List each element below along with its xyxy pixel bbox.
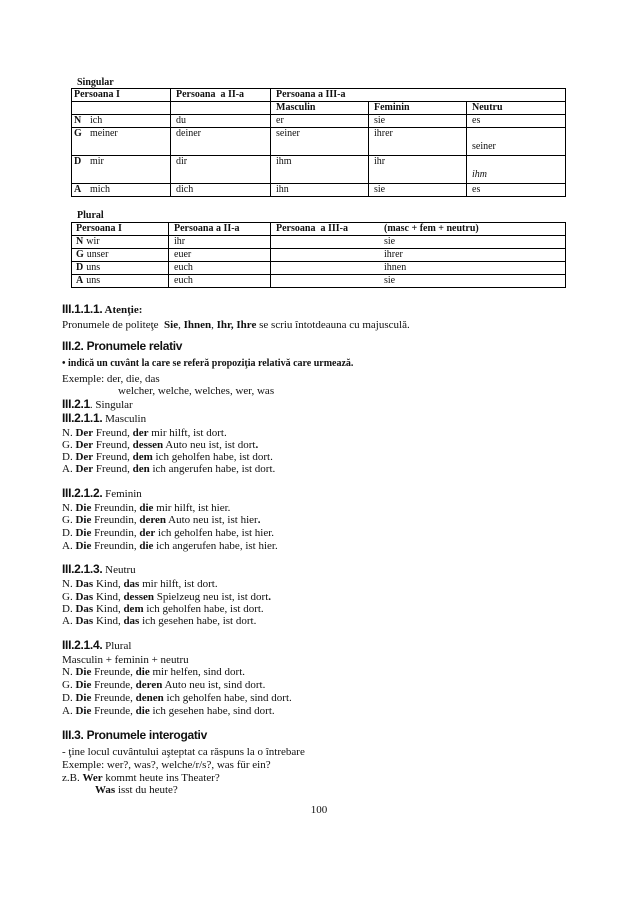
- clause: ich geholfen habe, ist dort: [152, 451, 271, 463]
- table-row: [72, 249, 566, 262]
- period: .: [260, 603, 264, 615]
- singular-heading: [62, 398, 133, 412]
- article: Die: [75, 679, 92, 691]
- relative-definition: • indică un cuvânt la care se referă propoziţia relativă care urmează.: [62, 358, 354, 369]
- pronoun: uns: [86, 262, 101, 273]
- period: .: [270, 451, 273, 463]
- cell-persoana-2: dich: [171, 184, 271, 197]
- table-row: [72, 115, 566, 128]
- noun: Kind,: [93, 615, 124, 627]
- period: .: [289, 692, 292, 704]
- case-label: G.: [62, 591, 76, 603]
- cell-persoana-3: [271, 262, 566, 275]
- pronoun: sie: [384, 236, 396, 247]
- feminin-genitive-line: [62, 514, 260, 527]
- cell-persoana-1: [72, 262, 169, 275]
- pronoun: wir: [86, 236, 100, 247]
- article: Der: [75, 463, 94, 475]
- header-persoana-3-label: Persoana a III-a: [276, 223, 348, 234]
- text: ,: [211, 319, 217, 331]
- case-label: G.: [62, 439, 76, 451]
- article: Die: [75, 527, 92, 539]
- relative-pronoun: den: [132, 463, 150, 475]
- cell-persoana-1: [72, 275, 169, 288]
- pronoun: meiner: [90, 128, 118, 139]
- period: .: [227, 502, 231, 514]
- header-persoana-3-note: (masc + fem + neutru): [384, 223, 479, 234]
- interrogative-examples: Exemple: wer?, was?, welche/r/s?, was für ein?: [62, 759, 271, 771]
- case-label: N: [76, 236, 84, 247]
- section-number: III.2.1.4.: [62, 638, 103, 652]
- article: Der: [75, 427, 94, 439]
- clause: Auto neu ist, ist hier: [166, 514, 258, 526]
- noun: Kind,: [93, 578, 124, 590]
- cell-feminin: ihrer: [369, 128, 467, 156]
- header-row: [72, 89, 566, 102]
- cell-persoana-3: [271, 275, 566, 288]
- period: .: [253, 615, 257, 627]
- case-label: A.: [62, 615, 76, 627]
- article: Das: [75, 591, 94, 603]
- article: Die: [75, 705, 92, 717]
- relative-pronoun: die: [139, 540, 154, 552]
- case-label: G: [74, 128, 82, 139]
- attention-text: [62, 319, 410, 332]
- cell-persoana-3: [271, 249, 566, 262]
- interrogative-heading: III.3. Pronumele interogativ: [62, 728, 207, 742]
- cell-masculin: ihm: [271, 156, 369, 184]
- case-label: D: [74, 156, 82, 167]
- cell-neutru: seiner: [467, 128, 566, 156]
- clause: ich geholfen habe, ist hier: [155, 527, 272, 539]
- neutru-heading: [62, 563, 136, 577]
- pronoun-bold: Ihnen: [183, 319, 212, 331]
- subheader-row: [72, 102, 566, 115]
- clause: Auto neu ist, ist dort: [163, 439, 256, 451]
- noun: Freunde,: [91, 679, 136, 691]
- masculin-accusative-line: [62, 463, 275, 476]
- cell-persoana-2: du: [171, 115, 271, 128]
- neutru-nominative-line: [62, 578, 218, 591]
- clause: mir hilft, ist hier: [153, 502, 228, 514]
- section-number: III.2.1.3.: [62, 562, 103, 576]
- cell-persoana-2: ihr: [169, 236, 271, 249]
- pronoun: ihrer: [384, 249, 403, 260]
- plural-heading: [62, 639, 131, 653]
- clause: ich gesehen habe, ist dort: [139, 615, 254, 627]
- relative-pronoun: dem: [123, 603, 144, 615]
- relative-pronoun: dem: [132, 451, 153, 463]
- relative-heading: III.2. Pronumele relativ: [62, 339, 183, 353]
- cell-feminin: ihr: [369, 156, 467, 184]
- case-label: A: [74, 184, 82, 195]
- clause: ich gesehen habe, sind dort: [149, 705, 272, 717]
- pronoun-bold: Sie: [164, 319, 179, 331]
- cell-persoana-2: deiner: [171, 128, 271, 156]
- cell-persoana-1: [72, 115, 171, 128]
- clause: Spielzeug neu ist, ist dort: [154, 591, 269, 603]
- cell-persoana-1: [72, 184, 171, 197]
- page-number: 100: [310, 804, 328, 816]
- period: .: [257, 514, 261, 526]
- header-persoana-1: Persoana I: [72, 223, 169, 236]
- cell-masculin: seiner: [271, 128, 369, 156]
- relative-examples: Exemple: der, die, das: [62, 373, 160, 385]
- cell-persoana-2: euch: [169, 262, 271, 275]
- case-label: N.: [62, 427, 76, 439]
- noun: Freund,: [93, 439, 133, 451]
- article: Die: [75, 514, 92, 526]
- section-title: Atenţie:: [102, 304, 143, 316]
- feminin-accusative-line: [62, 540, 278, 553]
- clause: ich angerufen habe, ist dort: [149, 463, 273, 475]
- case-label: A.: [62, 540, 76, 552]
- cell-feminin: sie: [369, 115, 467, 128]
- period: .: [272, 463, 276, 475]
- plural-note: Masculin + feminin + neutru: [62, 654, 189, 666]
- pronoun: ihnen: [384, 262, 407, 273]
- article: Der: [75, 451, 94, 463]
- section-title: Neutru: [102, 564, 136, 576]
- table-row: [72, 184, 566, 197]
- article: Die: [75, 666, 92, 678]
- header-persoana-1: Persoana I: [72, 89, 171, 102]
- case-label: N.: [62, 578, 76, 590]
- singular-pronoun-table: [71, 88, 566, 197]
- article: Das: [75, 603, 94, 615]
- article: Die: [75, 692, 92, 704]
- plural-table-caption: Plural: [77, 210, 104, 221]
- relative-pronoun: die: [139, 502, 154, 514]
- case-label: N: [74, 115, 82, 126]
- table-row: [72, 275, 566, 288]
- attention-heading: [62, 303, 142, 317]
- case-label: D.: [62, 527, 76, 539]
- section-number: III.2.1.1.: [62, 411, 103, 425]
- period: .: [242, 666, 246, 678]
- period: .: [255, 439, 259, 451]
- header-row: [72, 223, 566, 236]
- relative-examples-more: welcher, welche, welches, wer, was: [118, 385, 275, 397]
- interrogative-pronoun: Was: [95, 784, 116, 796]
- text: ,: [178, 319, 184, 331]
- article: Der: [75, 439, 94, 451]
- empty-cell: [72, 102, 171, 115]
- cell-masculin: ihn: [271, 184, 369, 197]
- relative-pronoun: deren: [135, 679, 163, 691]
- header-persoana-2: Persoana a II-a: [169, 223, 271, 236]
- table-row: [72, 236, 566, 249]
- cell-masculin: er: [271, 115, 369, 128]
- table-row: [72, 156, 566, 184]
- masculin-heading: [62, 412, 146, 426]
- clause: Auto neu ist, sind dort: [162, 679, 263, 691]
- case-label: D.: [62, 451, 76, 463]
- section-title: . Singular: [89, 399, 133, 411]
- plural-dative-line: [62, 692, 292, 705]
- clause: mir hilft, ist dort: [139, 578, 215, 590]
- header-masculin: Masculin: [271, 102, 369, 115]
- section-number: III.1.1.1.: [62, 302, 103, 316]
- noun: Freundin,: [91, 527, 140, 539]
- case-label: G.: [62, 514, 76, 526]
- feminin-heading: [62, 487, 142, 501]
- pronoun: ich: [90, 115, 103, 126]
- section-title: Plural: [102, 640, 132, 652]
- cell-persoana-1: [72, 249, 169, 262]
- header-persoana-2: Persoana a II-a: [171, 89, 271, 102]
- relative-pronoun: der: [139, 527, 156, 539]
- cell-neutru: ihm: [467, 156, 566, 184]
- interrogative-description: - ţine locul cuvântului aşteptat ca răspuns la o întrebare: [62, 746, 305, 758]
- pronoun: mir: [90, 156, 104, 167]
- relative-pronoun: dessen: [123, 591, 154, 603]
- case-label: A: [76, 275, 84, 286]
- section-title: Feminin: [102, 488, 142, 500]
- table-row: [72, 262, 566, 275]
- interrogative-example-2: [95, 784, 178, 797]
- example-rest: kommt heute ins Theater?: [102, 772, 220, 784]
- pronoun: sie: [384, 275, 396, 286]
- pronoun: uns: [86, 275, 101, 286]
- noun: Freunde,: [91, 692, 136, 704]
- noun: Freund,: [93, 463, 133, 475]
- case-label: N.: [62, 666, 76, 678]
- noun: Kind,: [93, 603, 124, 615]
- case-label: G: [76, 249, 84, 260]
- clause: mir hilft, ist dort: [148, 427, 224, 439]
- case-label: G.: [62, 679, 76, 691]
- case-label: D: [76, 262, 84, 273]
- cell-persoana-2: dir: [171, 156, 271, 184]
- text: Pronumele de politeţe: [62, 319, 165, 331]
- singular-table-caption: Singular: [77, 77, 114, 88]
- period: .: [268, 591, 272, 603]
- neutru-accusative-line: [62, 615, 256, 628]
- case-label: N.: [62, 502, 76, 514]
- period: .: [223, 427, 227, 439]
- relative-pronoun: deren: [139, 514, 167, 526]
- article: Die: [75, 502, 92, 514]
- case-label: A.: [62, 705, 76, 717]
- noun: Freundin,: [91, 540, 140, 552]
- table-row: [72, 128, 566, 156]
- period: .: [274, 540, 278, 552]
- relative-pronoun: die: [135, 705, 150, 717]
- noun: Kind,: [93, 591, 124, 603]
- feminin-dative-line: [62, 527, 274, 540]
- cell-persoana-1: [72, 128, 171, 156]
- empty-cell: [171, 102, 271, 115]
- case-label: D.: [62, 692, 76, 704]
- pronoun: unser: [86, 249, 109, 260]
- period: .: [271, 705, 275, 717]
- cell-neutru: es: [467, 115, 566, 128]
- noun: Freunde,: [91, 666, 136, 678]
- case-label: D.: [62, 603, 76, 615]
- section-number: III.2.1.2.: [62, 486, 103, 500]
- header-neutru: Neutru: [467, 102, 566, 115]
- period: .: [271, 527, 275, 539]
- article: Die: [75, 540, 92, 552]
- cell-persoana-2: euch: [169, 275, 271, 288]
- cell-persoana-1: [72, 156, 171, 184]
- relative-pronoun: die: [135, 666, 150, 678]
- example-rest: isst du heute?: [115, 784, 178, 796]
- header-feminin: Feminin: [369, 102, 467, 115]
- noun: Freund,: [93, 451, 133, 463]
- relative-pronoun: der: [132, 427, 149, 439]
- clause: ich geholfen habe, ist dort: [143, 603, 261, 615]
- noun: Freundin,: [91, 502, 140, 514]
- section-title: Masculin: [102, 413, 147, 425]
- relative-pronoun: denen: [135, 692, 164, 704]
- plural-pronoun-table: [71, 222, 566, 288]
- text: se scriu întotdeauna cu majusculă.: [256, 319, 410, 331]
- relative-pronoun: das: [123, 615, 140, 627]
- relative-pronoun: dessen: [132, 439, 164, 451]
- plural-nominative-line: [62, 666, 245, 679]
- noun: Freunde,: [91, 705, 136, 717]
- case-label: A.: [62, 463, 76, 475]
- clause: ich geholfen habe, sind dort: [163, 692, 290, 704]
- header-persoana-3: Persoana a III-a: [271, 89, 566, 102]
- section-number: III.2.1: [62, 397, 90, 411]
- noun: Freundin,: [91, 514, 140, 526]
- pronoun-bold: Ihr, Ihre: [216, 319, 257, 331]
- period: .: [262, 679, 266, 691]
- clause: mir helfen, sind dort: [149, 666, 243, 678]
- header-persoana-3: [271, 223, 566, 236]
- cell-neutru: es: [467, 184, 566, 197]
- plural-genitive-line: [62, 679, 265, 692]
- interrogative-pronoun: Wer: [82, 772, 103, 784]
- example-prefix: z.B.: [62, 772, 83, 784]
- article: Das: [75, 615, 94, 627]
- cell-persoana-3: [271, 236, 566, 249]
- cell-persoana-1: [72, 236, 169, 249]
- period: .: [214, 578, 218, 590]
- plural-accusative-line: [62, 705, 275, 718]
- pronoun: mich: [90, 184, 110, 195]
- cell-feminin: sie: [369, 184, 467, 197]
- noun: Freund,: [93, 427, 133, 439]
- article: Das: [75, 578, 94, 590]
- relative-pronoun: das: [123, 578, 140, 590]
- cell-persoana-2: euer: [169, 249, 271, 262]
- clause: ich angerufen habe, ist hier: [153, 540, 275, 552]
